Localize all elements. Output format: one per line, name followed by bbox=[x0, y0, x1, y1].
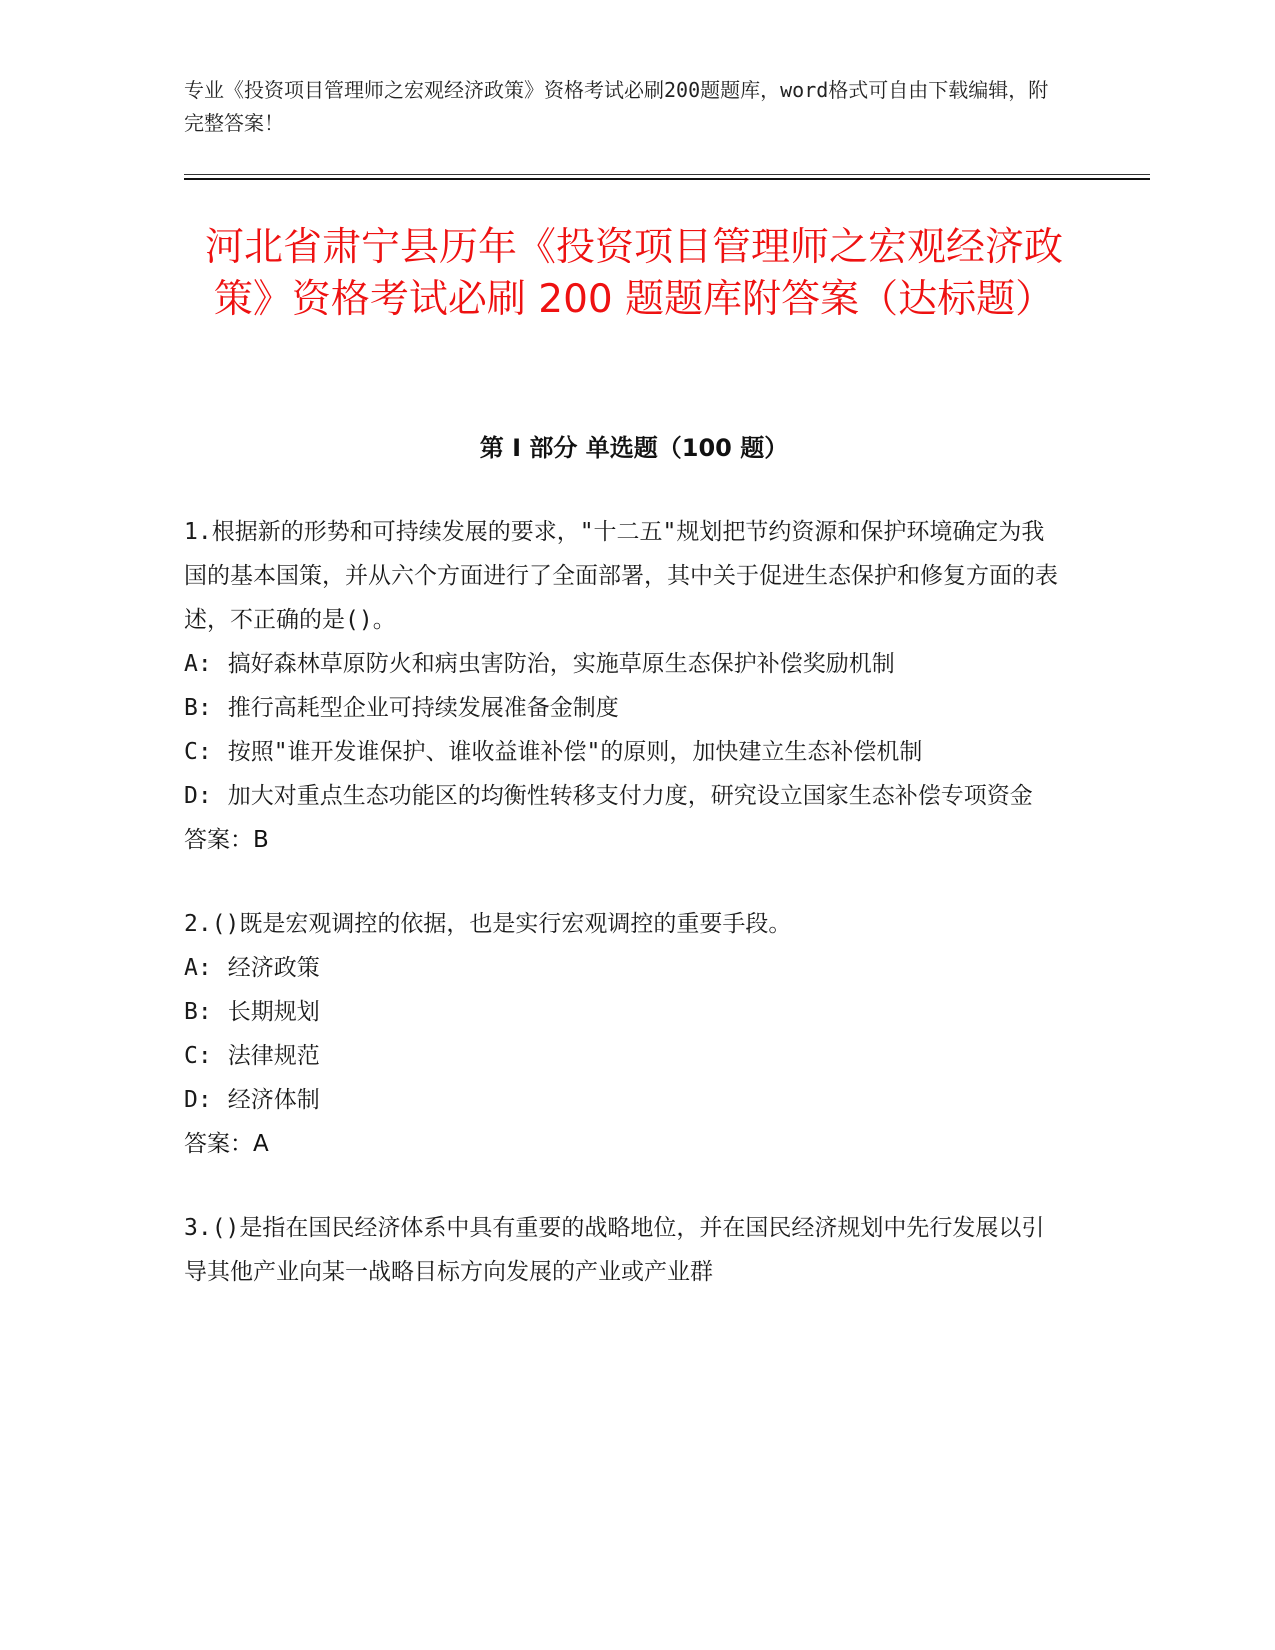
option-item bbox=[184, 730, 1064, 774]
option-item bbox=[184, 946, 1064, 990]
question-item bbox=[184, 1206, 1064, 1294]
option-key: A: bbox=[184, 651, 212, 677]
option-key: C: bbox=[184, 739, 212, 765]
option-text: 经济政策 bbox=[227, 955, 320, 981]
option-text: 经济体制 bbox=[227, 1087, 320, 1113]
option-key: B: bbox=[184, 999, 212, 1025]
header-divider-thin bbox=[184, 174, 1150, 175]
option-key: D: bbox=[184, 783, 212, 809]
question-text: 3.()是指在国民经济体系中具有重要的战略地位，并在国民经济规划中先行发展以引导其他产业向某一战略目标方向发展的产业或产业群 bbox=[184, 1215, 1045, 1285]
question-item bbox=[184, 902, 1064, 1166]
option-item bbox=[184, 686, 1064, 730]
option-text: 按照"谁开发谁保护、谁收益谁补偿"的原则，加快建立生态补偿机制 bbox=[227, 739, 923, 765]
answer-line: 答案：B bbox=[184, 827, 269, 853]
question-text: 1.根据新的形势和可持续发展的要求，"十二五"规划把节约资源和保护环境确定为我国的基本国策，并从六个方面进行了全面部署，其中关于促进生态保护和修复方面的表述，不正确的是()。 bbox=[184, 519, 1058, 633]
answer-line: 答案：A bbox=[184, 1131, 269, 1157]
section-title: 第 I 部分 单选题（100 题） bbox=[479, 434, 789, 462]
option-text: 推行高耗型企业可持续发展准备金制度 bbox=[227, 695, 619, 721]
option-key: C: bbox=[184, 1043, 212, 1069]
option-item bbox=[184, 774, 1064, 818]
question-item bbox=[184, 510, 1064, 862]
option-text: 法律规范 bbox=[227, 1043, 320, 1069]
option-text: 长期规划 bbox=[227, 999, 320, 1025]
option-item bbox=[184, 1034, 1064, 1078]
option-key: B: bbox=[184, 695, 212, 721]
question-text: 2.()既是宏观调控的依据，也是实行宏观调控的重要手段。 bbox=[184, 911, 792, 937]
option-item bbox=[184, 1078, 1064, 1122]
option-text: 搞好森林草原防火和病虫害防治，实施草原生态保护补偿奖励机制 bbox=[227, 651, 895, 677]
option-item bbox=[184, 990, 1064, 1034]
document-title: 河北省肃宁县历年《投资项目管理师之宏观经济政策》资格考试必刷 200 题题库附答案（达标题） bbox=[204, 225, 1063, 322]
option-key: D: bbox=[184, 1087, 212, 1113]
option-item bbox=[184, 642, 1064, 686]
header-note: 专业《投资项目管理师之宏观经济政策》资格考试必刷200题题库，word格式可自由下载编辑，附完整答案！ bbox=[184, 78, 1049, 135]
question-list bbox=[184, 510, 1064, 1334]
option-text: 加大对重点生态功能区的均衡性转移支付力度，研究设立国家生态补偿专项资金 bbox=[227, 783, 1033, 809]
option-key: A: bbox=[184, 955, 212, 981]
header-divider-thick bbox=[184, 178, 1150, 180]
